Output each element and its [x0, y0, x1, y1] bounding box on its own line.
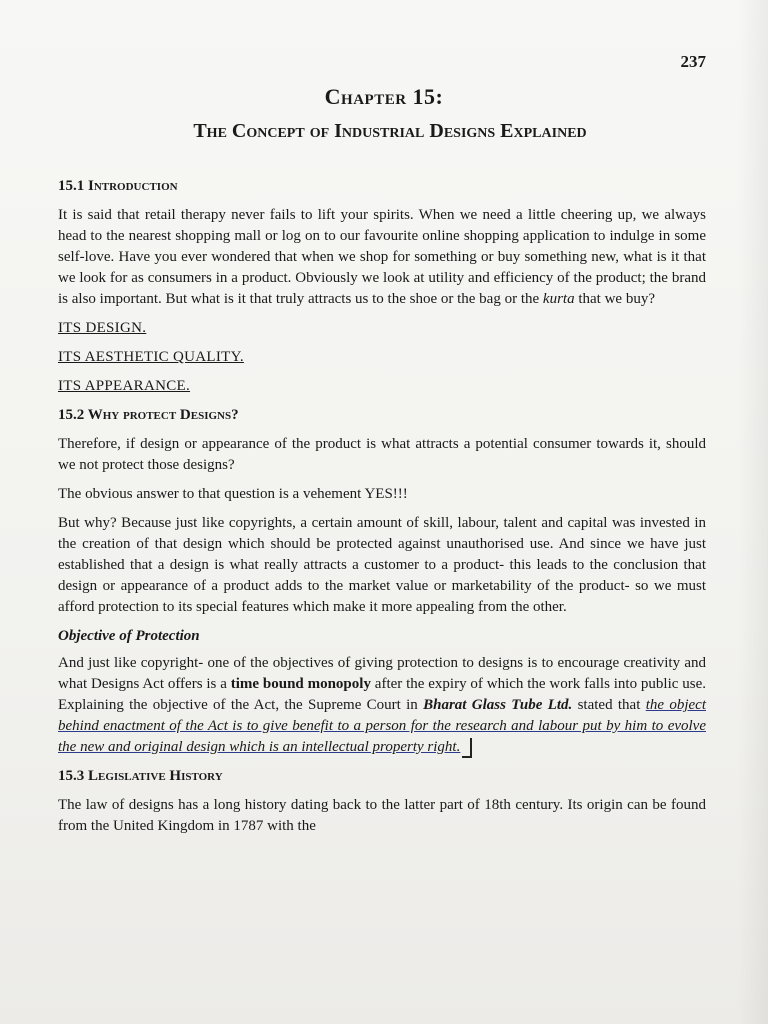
page-number: 237 — [680, 52, 706, 71]
list-item-aesthetic: ITS AESTHETIC QUALITY. — [58, 349, 244, 365]
objective-case-name: Bharat Glass Tube Ltd. — [423, 697, 573, 713]
objective-paragraph — [58, 653, 706, 758]
intro-text-b: that we buy? — [574, 291, 655, 307]
introduction-paragraph — [58, 205, 706, 310]
page-edge-shadow — [738, 0, 768, 1024]
page-content — [58, 176, 706, 845]
section-heading-why-protect: 15.2 Why protect Designs? — [58, 407, 239, 423]
objective-text-b: after the expiry of which the work falls into public use. Explaining the objective of the Act, the Supreme Court in — [58, 676, 706, 713]
objective-text-c: stated that — [572, 697, 646, 713]
section-heading-legislative-history: 15.3 Legislative History — [58, 768, 223, 784]
list-item-appearance: ITS APPEARANCE. — [58, 378, 191, 394]
section-heading-introduction: 15.1 Introduction — [58, 178, 178, 194]
objective-quote: the object behind enactment of the Act is to give benefit to a person for the research and labour put by him to evolve the new and original design which is an intellectual property right. — [58, 697, 706, 755]
handwritten-bracket-mark — [462, 738, 472, 758]
why-paragraph-2: The obvious answer to that question is a vehement YES!!! — [58, 486, 408, 502]
objective-text-a: And just like copyright- one of the objectives of giving protection to designs is to encourage creativity and what Designs Act offers is a — [58, 655, 706, 692]
intro-text-a: It is said that retail therapy never fails to lift your spirits. When we need a little cheering up, we always head to the nearest shopping mall or log on to our favourite online shopping application to indulge in some self-love. Have you ever wondered that when we shop for something or buy something new, what is it that we look for as consumers in a product. Obviously we look at utility and efficiency of the product; the brand is also important. But what is it that truly attracts us to the shoe or the bag or the — [58, 207, 706, 307]
objective-monopoly: time bound monopoly — [230, 676, 371, 692]
chapter-subtitle: The Concept of Industrial Designs Explained — [193, 120, 587, 142]
objective-heading: Objective of Protection — [58, 628, 200, 644]
legislative-paragraph: The law of designs has a long history dating back to the latter part of 18th century. Its origin can be found from the United Kingdom in 1787 with the — [58, 797, 706, 834]
chapter-title: Chapter 15: — [324, 84, 444, 109]
intro-kurta: kurta — [542, 291, 575, 307]
why-paragraph-1: Therefore, if design or appearance of the product is what attracts a potential consumer towards it, should we not protect those designs? — [58, 436, 706, 473]
why-paragraph-3: But why? Because just like copyrights, a certain amount of skill, labour, talent and capital was invested in the creation of that design which should be protected against unauthorised use. And since we have just established that a design is what really attracts a customer to a product- this leads to the conclusion that design or appearance of a product adds to the market value or marketability of the product- so we must afford protection to its special features which make it more appealing from the other. — [58, 515, 706, 615]
list-item-design: ITS DESIGN. — [58, 320, 147, 336]
